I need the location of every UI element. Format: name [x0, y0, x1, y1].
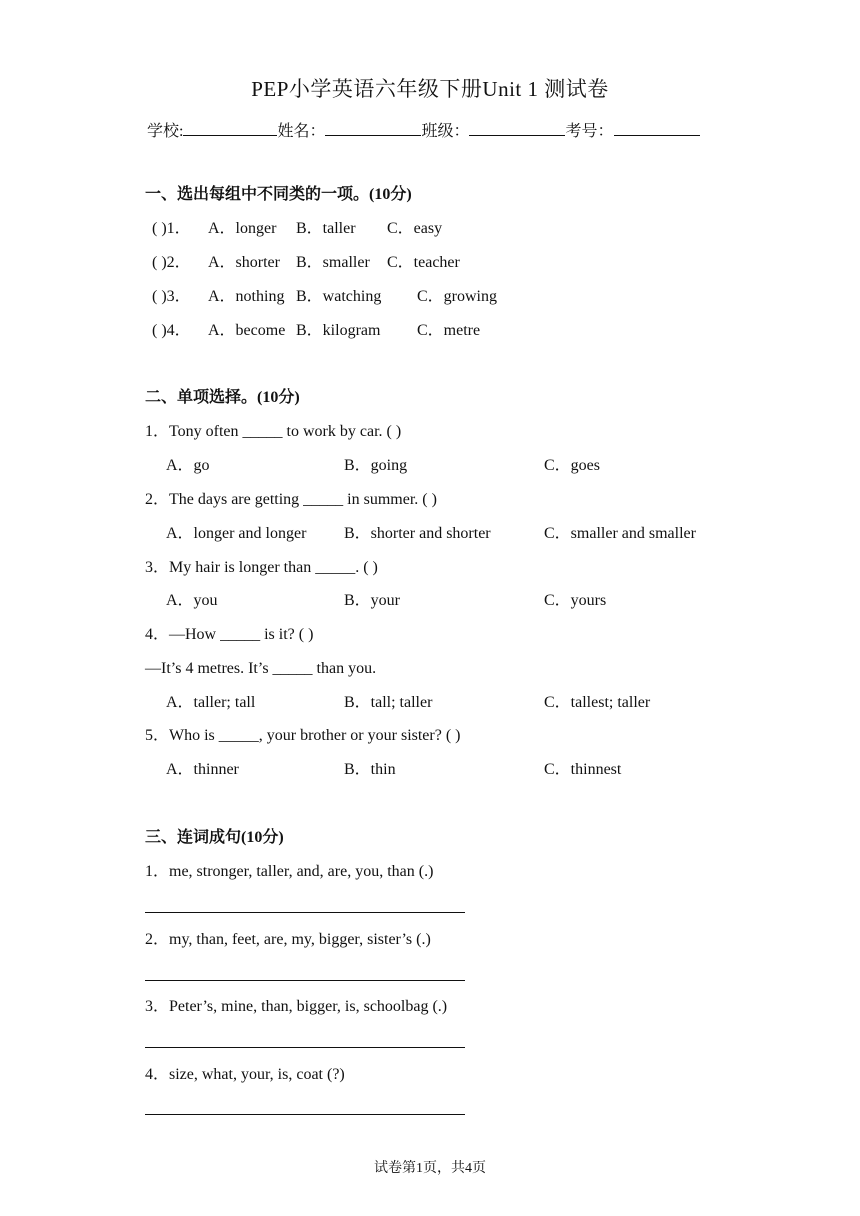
- option-c: C．tallest; taller: [544, 694, 651, 711]
- option-b: B．taller: [296, 220, 356, 237]
- page-footer: 试卷第1页，共4页: [374, 1161, 486, 1176]
- option-a: A．thinner: [166, 761, 239, 778]
- question-stem: 4．—How _____ is it? ( ): [145, 626, 314, 643]
- option-a: A．go: [166, 457, 210, 474]
- option-c: C．smaller and smaller: [544, 525, 696, 542]
- school-field[interactable]: [183, 119, 277, 136]
- option-a: A．longer: [208, 220, 277, 237]
- option-b: B．going: [344, 457, 408, 474]
- student-info-row: [147, 119, 700, 142]
- class-field[interactable]: [469, 119, 565, 136]
- word-order-prompt: 3．Peter’s, mine, than, bigger, is, schoolbag (.): [145, 998, 448, 1015]
- question-stem: 3．My hair is longer than _____. ( ): [145, 559, 378, 576]
- word-order-prompt: 4．size, what, your, is, coat (?): [145, 1066, 345, 1083]
- option-c: C．thinnest: [544, 761, 622, 778]
- option-c: C．teacher: [387, 254, 460, 271]
- question-stem: 1．Tony often _____ to work by car. ( ): [145, 423, 402, 440]
- school-label: 学校:: [147, 123, 184, 140]
- answer-line[interactable]: [145, 912, 465, 913]
- item-number: ( )1．: [152, 220, 191, 237]
- word-order-prompt: 2．my, than, feet, are, my, bigger, sister’s (.): [145, 931, 431, 948]
- question-stem-continued: —It’s 4 metres. It’s _____ than you.: [145, 660, 377, 677]
- section1-heading: 一、选出每组中不同类的一项。(10分): [145, 186, 412, 203]
- option-c: C．growing: [417, 288, 498, 305]
- option-b: B．watching: [296, 288, 382, 305]
- option-c: C．yours: [544, 592, 607, 609]
- section3-heading: 三、连词成句(10分): [145, 829, 284, 846]
- name-label: 姓名：: [277, 123, 326, 140]
- exam-no-label: 考号：: [565, 123, 614, 140]
- option-c: C．metre: [417, 322, 481, 339]
- page-title: PEP小学英语六年级下册Unit 1 测试卷: [251, 77, 609, 101]
- answer-line[interactable]: [145, 980, 465, 981]
- answer-line[interactable]: [145, 1114, 465, 1115]
- option-a: A．become: [208, 322, 286, 339]
- option-b: B．tall; taller: [344, 694, 433, 711]
- name-field[interactable]: [325, 119, 421, 136]
- question-stem: 2．The days are getting _____ in summer. ( ): [145, 491, 437, 508]
- option-a: A．shorter: [208, 254, 280, 271]
- option-a: A．taller; tall: [166, 694, 256, 711]
- option-b: B．thin: [344, 761, 396, 778]
- option-c: C．goes: [544, 457, 601, 474]
- question-stem: 5．Who is _____, your brother or your sister? ( ): [145, 727, 461, 744]
- answer-line[interactable]: [145, 1047, 465, 1048]
- option-a: A．you: [166, 592, 218, 609]
- item-number: ( )3．: [152, 288, 191, 305]
- option-b: B．shorter and shorter: [344, 525, 491, 542]
- item-number: ( )4．: [152, 322, 191, 339]
- word-order-prompt: 1．me, stronger, taller, and, are, you, than (.): [145, 863, 434, 880]
- section2-heading: 二、单项选择。(10分): [145, 389, 300, 406]
- class-label: 班级：: [421, 123, 470, 140]
- option-a: A．longer and longer: [166, 525, 307, 542]
- option-b: B．kilogram: [296, 322, 381, 339]
- option-b: B．smaller: [296, 254, 370, 271]
- option-b: B．your: [344, 592, 401, 609]
- option-a: A．nothing: [208, 288, 285, 305]
- exam-no-field[interactable]: [614, 119, 700, 136]
- option-c: C．easy: [387, 220, 443, 237]
- item-number: ( )2．: [152, 254, 191, 271]
